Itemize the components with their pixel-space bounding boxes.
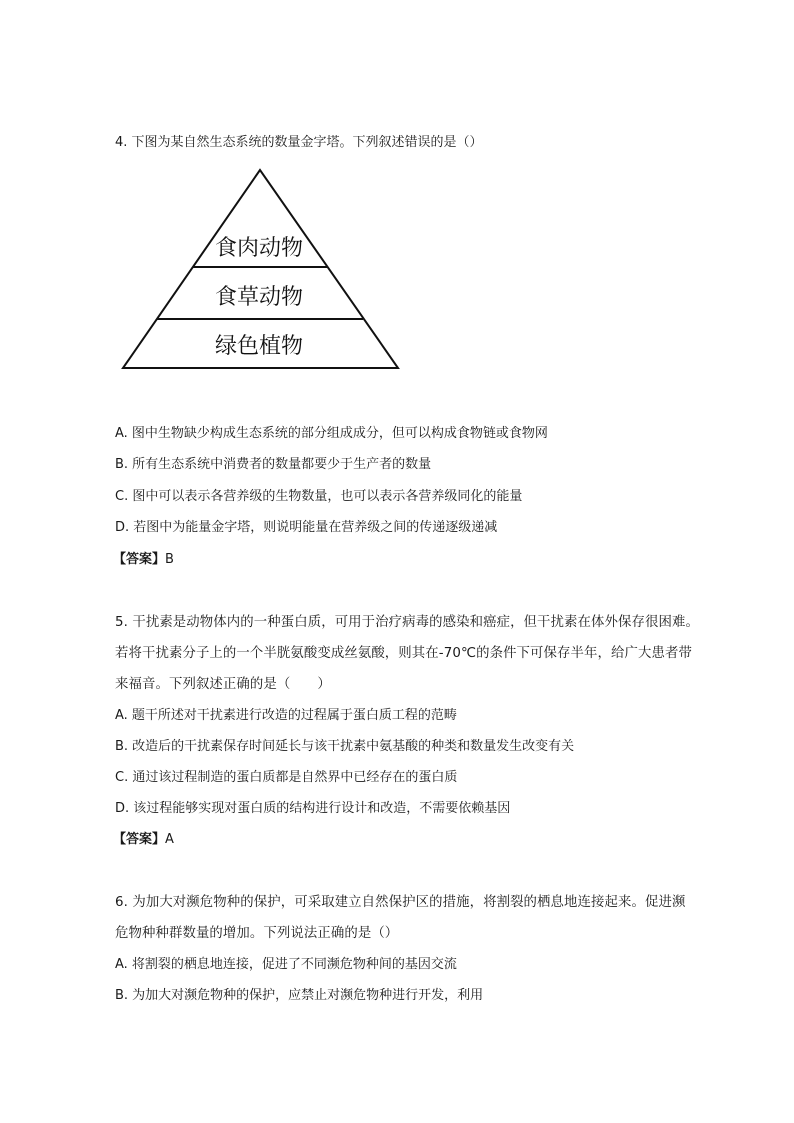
food-pyramid-diagram	[0, 0, 794, 400]
q4-answer-value: B	[165, 552, 174, 567]
q5-stem-line-3: 来福音。下列叙述正确的是（ ）	[115, 677, 331, 692]
q4-option-c: C. 图中可以表示各营养级的生物数量，也可以表示各营养级同化的能量	[115, 489, 523, 504]
q5-stem-line-1: 5. 干扰素是动物体内的一种蛋白质，可用于治疗病毒的感染和癌症，但干扰素在体外保存很困难。	[115, 615, 699, 630]
q6-stem-line-1: 6. 为加大对濒危物种的保护，可采取建立自然保护区的措施，将割裂的栖息地连接起来。促进濒	[115, 895, 686, 910]
pyramid-level-carnivores: 食肉动物	[214, 236, 304, 261]
q5-option-c: C. 通过该过程制造的蛋白质都是自然界中已经存在的蛋白质	[115, 770, 458, 785]
q4-answer-label: 【答案】	[113, 552, 166, 567]
pyramid-level-herbivores: 食草动物	[214, 285, 304, 310]
q4-option-b: B. 所有生态系统中消费者的数量都要少于生产者的数量	[115, 457, 432, 472]
q5-answer-label: 【答案】	[113, 832, 166, 847]
q5-stem-line-2: 若将干扰素分子上的一个半胱氨酸变成丝氨酸，则其在-70℃的条件下可保存半年，给广大患者带	[115, 646, 692, 661]
q4-option-d: D. 若图中为能量金字塔，则说明能量在营养级之间的传递逐级递减	[115, 520, 498, 535]
q5-option-a: A. 题干所述对干扰素进行改造的过程属于蛋白质工程的范畴	[115, 708, 457, 723]
q4-stem: 4. 下图为某自然生态系统的数量金字塔。下列叙述错误的是（）	[115, 135, 483, 150]
q6-option-b: B. 为加大对濒危物种的保护，应禁止对濒危物种进行开发，利用	[115, 988, 484, 1003]
q5-option-d: D. 该过程能够实现对蛋白质的结构进行设计和改造，不需要依赖基因	[115, 801, 511, 816]
q5-option-b: B. 改造后的干扰素保存时间延长与该干扰素中氨基酸的种类和数量发生改变有关	[115, 739, 575, 754]
q5-answer	[113, 831, 174, 849]
q4-answer	[113, 551, 174, 569]
q4-option-a: A. 图中生物缺少构成生态系统的部分组成成分，但可以构成食物链或食物网	[115, 426, 548, 441]
q6-option-a: A. 将割裂的栖息地连接，促进了不同濒危物种间的基因交流	[115, 957, 457, 972]
pyramid-level-plants: 绿色植物	[214, 334, 304, 359]
q5-answer-value: A	[165, 832, 174, 847]
q6-stem-line-2: 危物种种群数量的增加。下列说法正确的是（）	[115, 926, 399, 941]
